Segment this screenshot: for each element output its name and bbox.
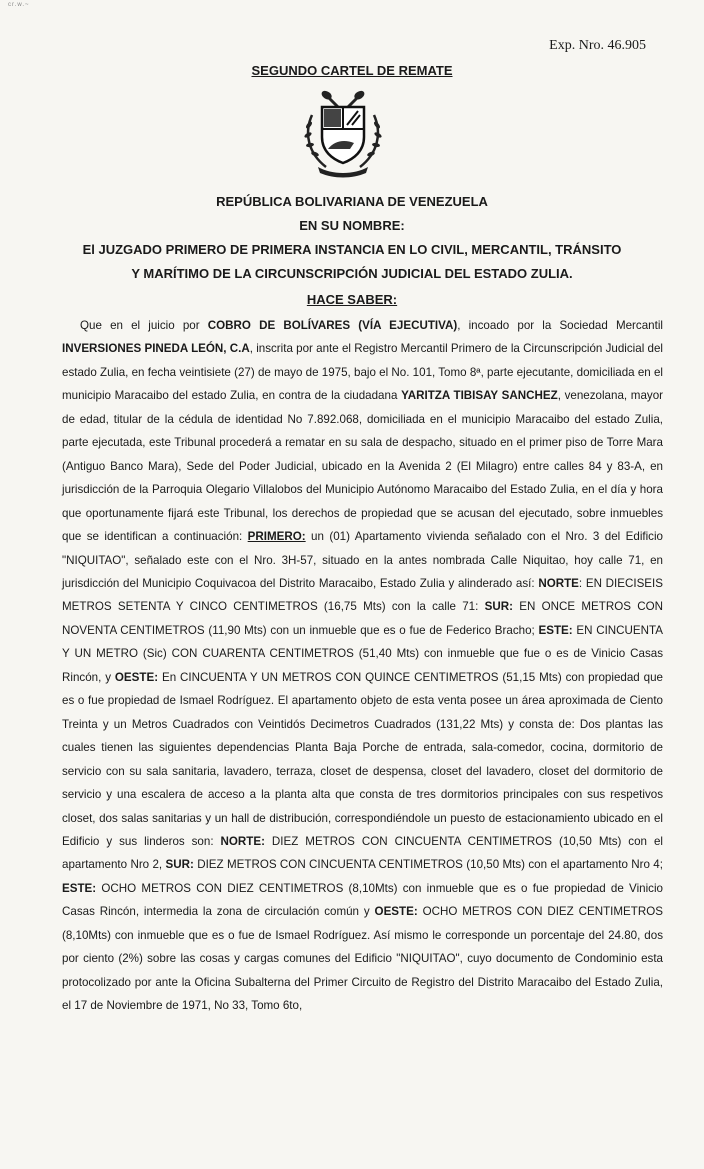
header-court-line2: Y MARÍTIMO DE LA CIRCUNSCRIPCIÓN JUDICIAL DEL ESTADO ZULIA. (131, 266, 573, 281)
este-label-1: ESTE: (538, 623, 573, 637)
header-republic: REPÚBLICA BOLIVARIANA DE VENEZUELA (216, 194, 488, 209)
body-text-12: OCHO METROS CON DIEZ CENTIMETROS (8,10Mts) con inmueble que es o fue propiedad de Vinicio Casas Rincón, intermedia la zona de circulación común y (62, 881, 663, 919)
body-text-11: DIEZ METROS CON CINCUENTA CENTIMETROS (10,50 Mts) con el apartamento Nro 4; (193, 858, 663, 872)
plaintiff-name: INVERSIONES PINEDA LEÓN, C.A (62, 342, 250, 356)
body-text-9: En CINCUENTA Y UN METROS CON QUINCE CENTIMETROS (51,15 Mts) con propiedad que es o fue propiedad de Ismael Rodríguez. El apartamento objeto de esta venta posee un área aproximada de Ciento Treinta y un Metros Cuadrados con Veintidós Decimetros Cuadrados (131,22 Mts) y consta de: Dos plantas las cuales tienen las siguientes dependencias Planta Baja Porche de entrada, sala-comedor, cocina, dormitorio de servicio con su sala sanitaria, lavadero, terraza, closet de despensa, closet del lavadero, closet del dormitorio de servicio y una escalera de acceso a la planta alta que consta de tres dormitorios principales con sus respetivos closet, dos salas sanitarias y un hall de distribución, correspondiéndole un puesto de estacionamiento ubicado en el Edificio y sus linderos son: (62, 670, 663, 848)
norte-label-2: NORTE: (220, 834, 265, 848)
document-title: SEGUNDO CARTEL DE REMATE (251, 63, 453, 78)
body-text-13: OCHO METROS CON DIEZ CENTIMETROS (8,10Mts) con inmueble que es o fue de Ismael Rodríguez. Así mismo le corresponde un porcentaje del 24.80, dos por ciento (2%) sobre las cosas y cargas comunes del Edificio "NIQUITAO", cuyo documento de Condominio esta protocolizado por ante la Oficina Subalterna del Primer Circuito de Registro del Distrito Maracaibo del Estado Zulia, el 17 de Noviembre de 1971, No 33, Tomo 6to, (62, 905, 663, 1013)
sur-label-2: SUR: (165, 858, 194, 872)
este-label-2: ESTE: (62, 881, 97, 895)
document-title-wrap (0, 63, 704, 78)
body-text-6: : EN DIECISEIS METROS SETENTA Y CINCO CENTIMETROS (16,75 Mts) con la calle 71: (62, 576, 663, 614)
body-text-3: , inscrita por ante el Registro Mercantil Primero de la Circunscripción Judicial del estado Zulia, en fecha veintisiete (27) de mayo de 1975, bajo el No. 101, Tomo 8ª, parte ejecutante, domiciliada en el municipio Maracaibo del estado Zulia, en contra de la ciudadana (62, 342, 663, 403)
corner-note: cr.w.~ (8, 2, 30, 8)
header-in-its-name: EN SU NOMBRE: (299, 218, 405, 233)
body-text-4: , venezolana, mayor de edad, titular de la cédula de identidad No 7.892.068, domiciliada en el municipio Maracaibo del estado Zulia, parte ejecutada, este Tribunal procederá a rematar en su sala de despacho, situado en el primer piso de Torre Mara (Antiguo Banco Mara), Sede del Poder Judicial, ubicado en la Avenida 2 (El Milagro) entre calles 84 y 83-A, en jurisdicción de la Parroquia Olegario Villalobos del Municipio Autónomo Maracaibo del Estado Zulia, en el día y hora que oportunamente fijará este Tribunal, los derechos de propiedad que se acusan del ejecutado, sobre inmuebles que se identifican a continuación: (62, 389, 664, 544)
body-text-8: EN CINCUENTA Y UN METRO (Sic) CON CUARENTA CENTIMETROS (51,40 Mts) con inmueble que fue o es de Vinicio Casas Rincón, y (62, 623, 663, 684)
body-text-2: , incoado por la Sociedad Mercantil (457, 319, 663, 332)
norte-label-1: NORTE (538, 576, 579, 590)
oeste-label-2: OESTE: (374, 905, 418, 919)
body-text-10: DIEZ METROS CON CINCUENTA CENTIMETROS (10,50 Mts) con el apartamento Nro 2, (62, 834, 663, 872)
sur-label-1: SUR: (484, 600, 513, 614)
case-type: COBRO DE BOLÍVARES (VÍA EJECUTIVA) (207, 319, 458, 332)
oeste-label-1: OESTE: (114, 670, 159, 684)
primero-label: PRIMERO: (247, 530, 306, 544)
body-text-5: un (01) Apartamento vivienda señalado con el Nro. 3 del Edificio "NIQUITAO", señalado este con el Nro. 3H-57, situado en la antes nombrada Calle Niquitao, hoy calle 71, en jurisdicción del Municipio Coquivacoa del Distrito Maracaibo, Estado Zulia y alinderado así: (62, 530, 664, 590)
defendant-name: YARITZA TIBISAY SANCHEZ (401, 389, 558, 403)
body-text-7: EN ONCE METROS CON NOVENTA CENTIMETROS (11,90 Mts) con un inmueble que es o fue de Federico Bracho; (62, 600, 663, 637)
notice-body (62, 314, 663, 1018)
header-court-line1: El JUZGADO PRIMERO DE PRIMERA INSTANCIA EN LO CIVIL, MERCANTIL, TRÁNSITO (82, 242, 622, 257)
header-hace-saber: HACE SABER: (306, 292, 398, 307)
coat-of-arms-icon (300, 85, 386, 179)
body-text-1: Que en el juicio por (80, 319, 208, 332)
expediente-number: Exp. Nro. 46.905 (549, 38, 646, 53)
